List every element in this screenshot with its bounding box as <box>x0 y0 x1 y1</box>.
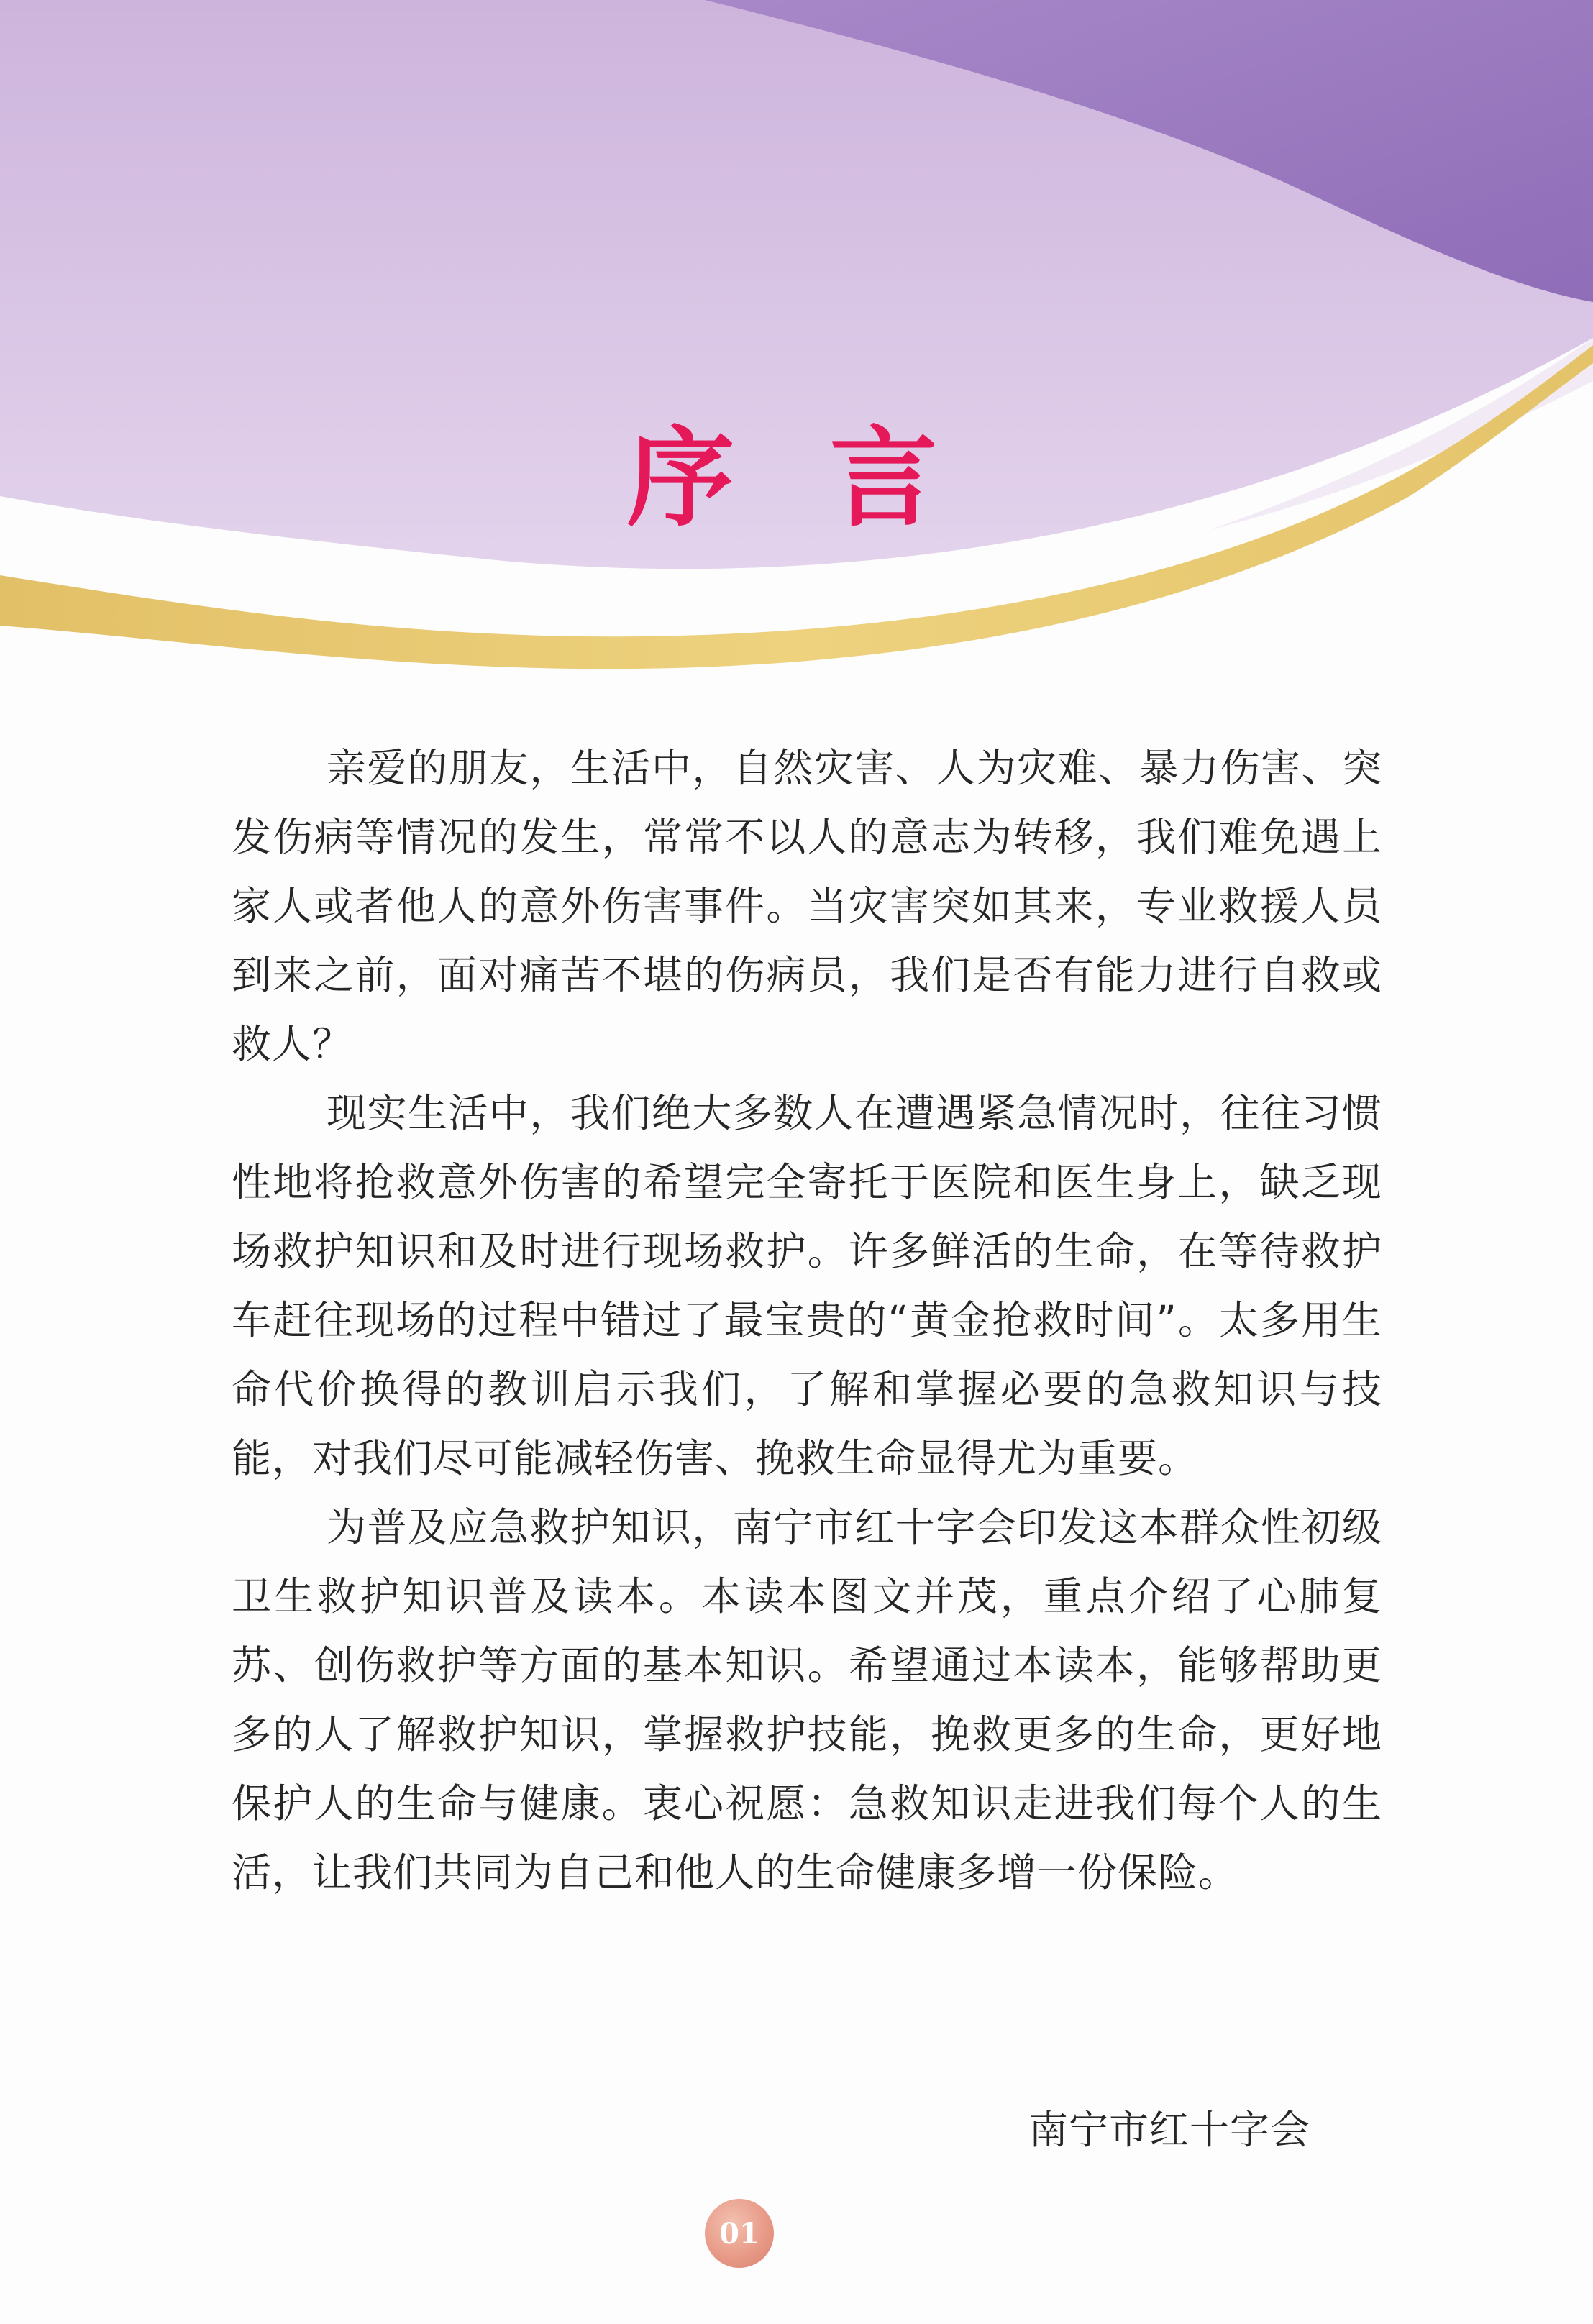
preface-body <box>232 733 1382 1907</box>
page-number-badge <box>705 2199 774 2268</box>
page-number: 01 <box>719 2216 759 2251</box>
page-title: 序 言 <box>626 415 967 541</box>
paragraph-1: 亲爱的朋友，生活中，自然灾害、人为灾难、暴力伤害、突发伤病等情况的发生，常常不以人的意志为转移，我们难免遇上家人或者他人的意外伤害事件。当灾害突如其来，专业救援人员到来之前，面对痛苦不堪的伤病员，我们是否有能力进行自救或救人？ <box>232 745 1382 1067</box>
signature: 南宁市红十字会 <box>1028 2107 1311 2153</box>
paragraph-2: 现实生活中，我们绝大多数人在遭遇紧急情况时，往往习惯性地将抢救意外伤害的希望完全寄托于医院和医生身上，缺乏现场救护知识和及时进行现场救护。许多鲜活的生命，在等待救护车赶往现场的过程中错过了最宝贵的“黄金抢救时间”。太多用生命代价换得的教训启示我们，了解和掌握必要的急救知识与技能，对我们尽可能减轻伤害、挽救生命显得尤为重要。 <box>232 1090 1382 1481</box>
paragraph-3: 为普及应急救护知识，南宁市红十字会印发这本群众性初级卫生救护知识普及读本。本读本图文并茂，重点介绍了心肺复苏、创伤救护等方面的基本知识。希望通过本读本，能够帮助更多的人了解救护知识，掌握救护技能，挽救更多的生命，更好地保护人的生命与健康。衷心祝愿：急救知识走进我们每个人的生活，让我们共同为自己和他人的生命健康多增一份保险。 <box>232 1504 1382 1895</box>
